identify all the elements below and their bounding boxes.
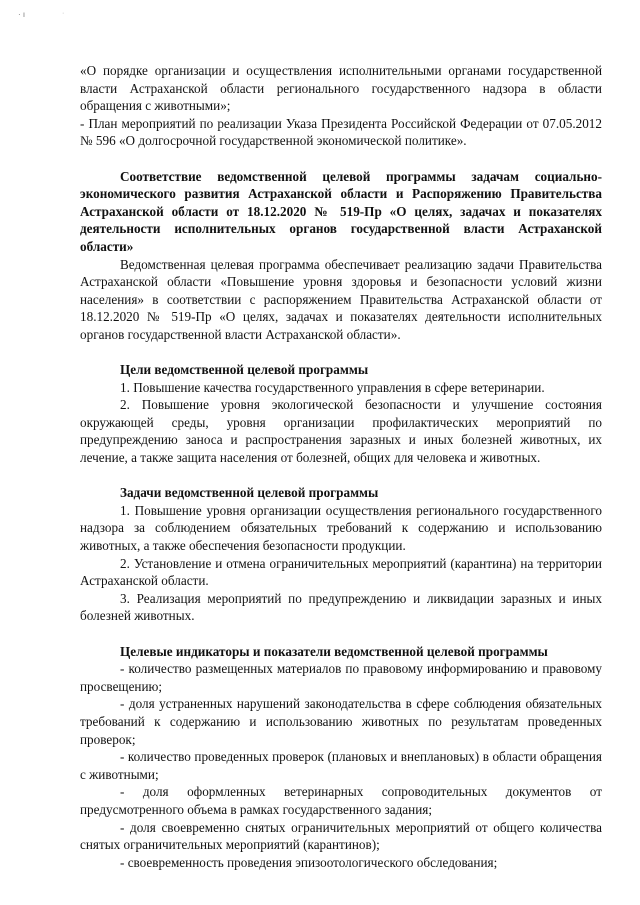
list-item: 3. Реализация мероприятий по предупреждению и ликвидации заразных и иных болезней животных. [80, 590, 602, 624]
scan-mark: · ı [18, 10, 26, 19]
section-body: Ведомственная целевая программа обеспечивает реализацию задачи Правительства Астраханской области «Повышение уровня здоровья и безопасности условий жизни населения» в соответствии с распоряжением Правительства Астраханской области от 18.12.2020 № 519-Пр «О целях, задачах и показателях деятельности исполнительных органов государственной власти Астраханской области». [80, 256, 602, 342]
list-item: - доля своевременно снятых ограничительных мероприятий от общего количества снятых ограничительных мероприятий (карантинов); [80, 819, 602, 853]
intro-paragraph: - План мероприятий по реализации Указа Президента Российской Федерации от 07.05.2012 № 596 «О долгосрочной государственной экономической политике». [80, 115, 602, 149]
scan-mark: · [62, 10, 65, 17]
intro-paragraph: «О порядке организации и осуществления исполнительными органами государственной власти Астраханской области регионального государственного надзора в области обращения с животными»; [80, 63, 602, 114]
list-item: 2. Повышение уровня экологической безопасности и улучшение состояния окружающей среды, уровня организации профилактических мероприятий по предупреждению заноса и распространения заразных и иных болезней животных, их лечение, а также защита населения от болезней, общих для человека и животных. [80, 397, 602, 466]
list-item: - доля оформленных ветеринарных сопроводительных документов от предусмотренного объема в рамках государственного задания; [80, 784, 602, 817]
list-item: - своевременность проведения эпизоотологического обследования; [120, 854, 498, 870]
list-item: 1. Повышение качества государственного управления в сфере ветеринарии. [120, 379, 545, 395]
list-item: - доля устраненных нарушений законодательства в сфере соблюдения обязательных требований к содержанию и использованию животных по результатам проведенных проверок; [80, 696, 602, 747]
section-heading: Соответствие ведомственной целевой программы задачам социально-экономического развития Астраханской области и Распоряжению Правительства Астраханской области от 18.12.2020 № 519-Пр «О целях, задачах и показателях деятельности исполнительных органов государственной власти Астраханской области» [80, 168, 602, 254]
spacer [80, 467, 602, 485]
document-page [80, 62, 602, 871]
list-item: 2. Установление и отмена ограничительных мероприятий (карантина) на территории Астраханской области. [80, 555, 602, 589]
list-item: 1. Повышение уровня организации осуществления регионального государственного надзора за соблюдением обязательных требований к содержанию и использованию животных, а также обеспечения безопасности продукции. [80, 502, 602, 554]
section-heading: Целевые индикаторы и показатели ведомственной целевой программы [120, 643, 548, 659]
spacer [80, 625, 602, 643]
section-heading: Задачи ведомственной целевой программы [120, 485, 379, 501]
list-item: - количество размещенных материалов по правовому информированию и правовому просвещению; [80, 661, 602, 694]
spacer [80, 344, 602, 362]
list-item: - количество проведенных проверок (плановых и внеплановых) в области обращения с животными; [80, 749, 602, 782]
spacer [80, 150, 602, 168]
section-heading: Цели ведомственной целевой программы [120, 362, 369, 378]
